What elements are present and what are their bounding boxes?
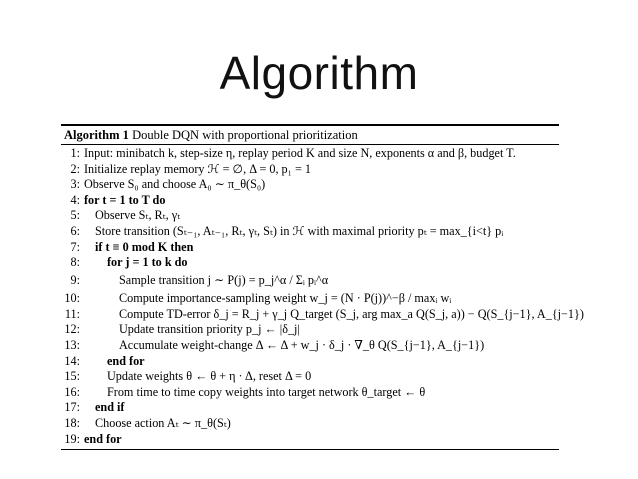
algorithm-line [61,193,559,209]
algorithm-header [61,126,559,144]
algorithm-line [61,255,559,271]
line-text: Observe S₀ and choose A₀ ∼ π_θ(S₀) [84,177,266,192]
line-number: 9: [70,272,80,287]
algorithm-line [61,289,559,307]
line-text: for t = 1 to T do [84,192,166,207]
line-text: Update transition priority p_j ← |δ_j| [119,322,300,337]
line-number: 17: [64,400,80,415]
line-text: end for [107,353,145,368]
line-text: Update weights θ ← θ + η · Δ, reset Δ = 0 [107,369,312,384]
algorithm-line [61,177,559,193]
line-number: 3: [70,177,80,192]
line-number: 4: [70,192,80,207]
algorithm-box [61,124,584,450]
algorithm-line [61,322,559,338]
line-text: if t ≡ 0 mod K then [95,239,194,254]
line-number: 1: [70,146,80,160]
line-number: 15: [64,369,80,384]
line-text: for j = 1 to k do [107,255,188,270]
line-number: 5: [70,208,80,223]
line-number: 19: [64,431,80,446]
algorithm-line [61,306,584,323]
slide-title: Algorithm [219,47,419,99]
line-number: 8: [70,255,80,270]
algorithm-line [61,162,559,178]
line-number: 14: [64,353,80,368]
algorithm-line [61,354,559,370]
algorithm-line [61,338,559,354]
line-text: Compute importance-sampling weight w_j = (N · P(j))^−β / maxᵢ wᵢ [119,290,452,305]
algorithm-line [61,432,559,448]
algorithm-line [61,224,559,240]
algorithm-line [61,208,559,224]
line-number: 7: [70,239,80,254]
line-text: Sample transition j ∼ P(j) = p_j^α / Σᵢ pᵢ^α [119,272,329,287]
line-text: From time to time copy weights into target network θ_target ← θ [107,384,426,399]
algorithm-lines [61,145,584,447]
algorithm-line [61,385,559,401]
line-number: 2: [70,161,80,176]
bottom-rule [61,449,559,450]
line-text: Accumulate weight-change Δ ← Δ + w_j · δ_j · ∇_θ Q(S_{j−1}, A_{j−1}) [119,337,485,352]
algorithm-line [61,400,559,416]
line-text: Store transition (Sₜ₋₁, Aₜ₋₁, Rₜ, γₜ, Sₜ) in ℋ with maximal priority pₜ = max_{i<t} pᵢ [95,223,504,238]
line-text: end for [84,431,122,446]
algorithm-caption: Double DQN with proportional prioritization [132,128,358,142]
algorithm-line [61,369,559,385]
line-number: 16: [64,384,80,399]
line-number: 10: [64,290,80,305]
line-text: end if [95,400,125,415]
line-text: Observe Sₜ, Rₜ, γₜ [95,208,181,223]
algorithm-line [61,146,559,162]
line-text: Initialize replay memory ℋ = ∅, Δ = 0, p₁ = 1 [84,161,311,176]
line-number: 13: [64,337,80,352]
line-number: 18: [64,415,80,430]
line-text: Compute TD-error δ_j = R_j + γ_j Q_target (S_j, arg max_a Q(S_j, a)) − Q(S_{j−1}, A_{j−1}) [119,306,584,321]
line-number: 6: [70,223,80,238]
algorithm-line [61,271,559,289]
line-text: Input: minibatch k, step-size η, replay period K and size N, exponents α and β, budget T. [84,146,516,160]
line-number: 12: [64,322,80,337]
line-text: Choose action Aₜ ∼ π_θ(Sₜ) [95,415,231,430]
line-number: 11: [64,306,80,321]
algorithm-label: Algorithm 1 [64,128,129,142]
algorithm-line [61,240,559,256]
algorithm-line [61,416,559,432]
